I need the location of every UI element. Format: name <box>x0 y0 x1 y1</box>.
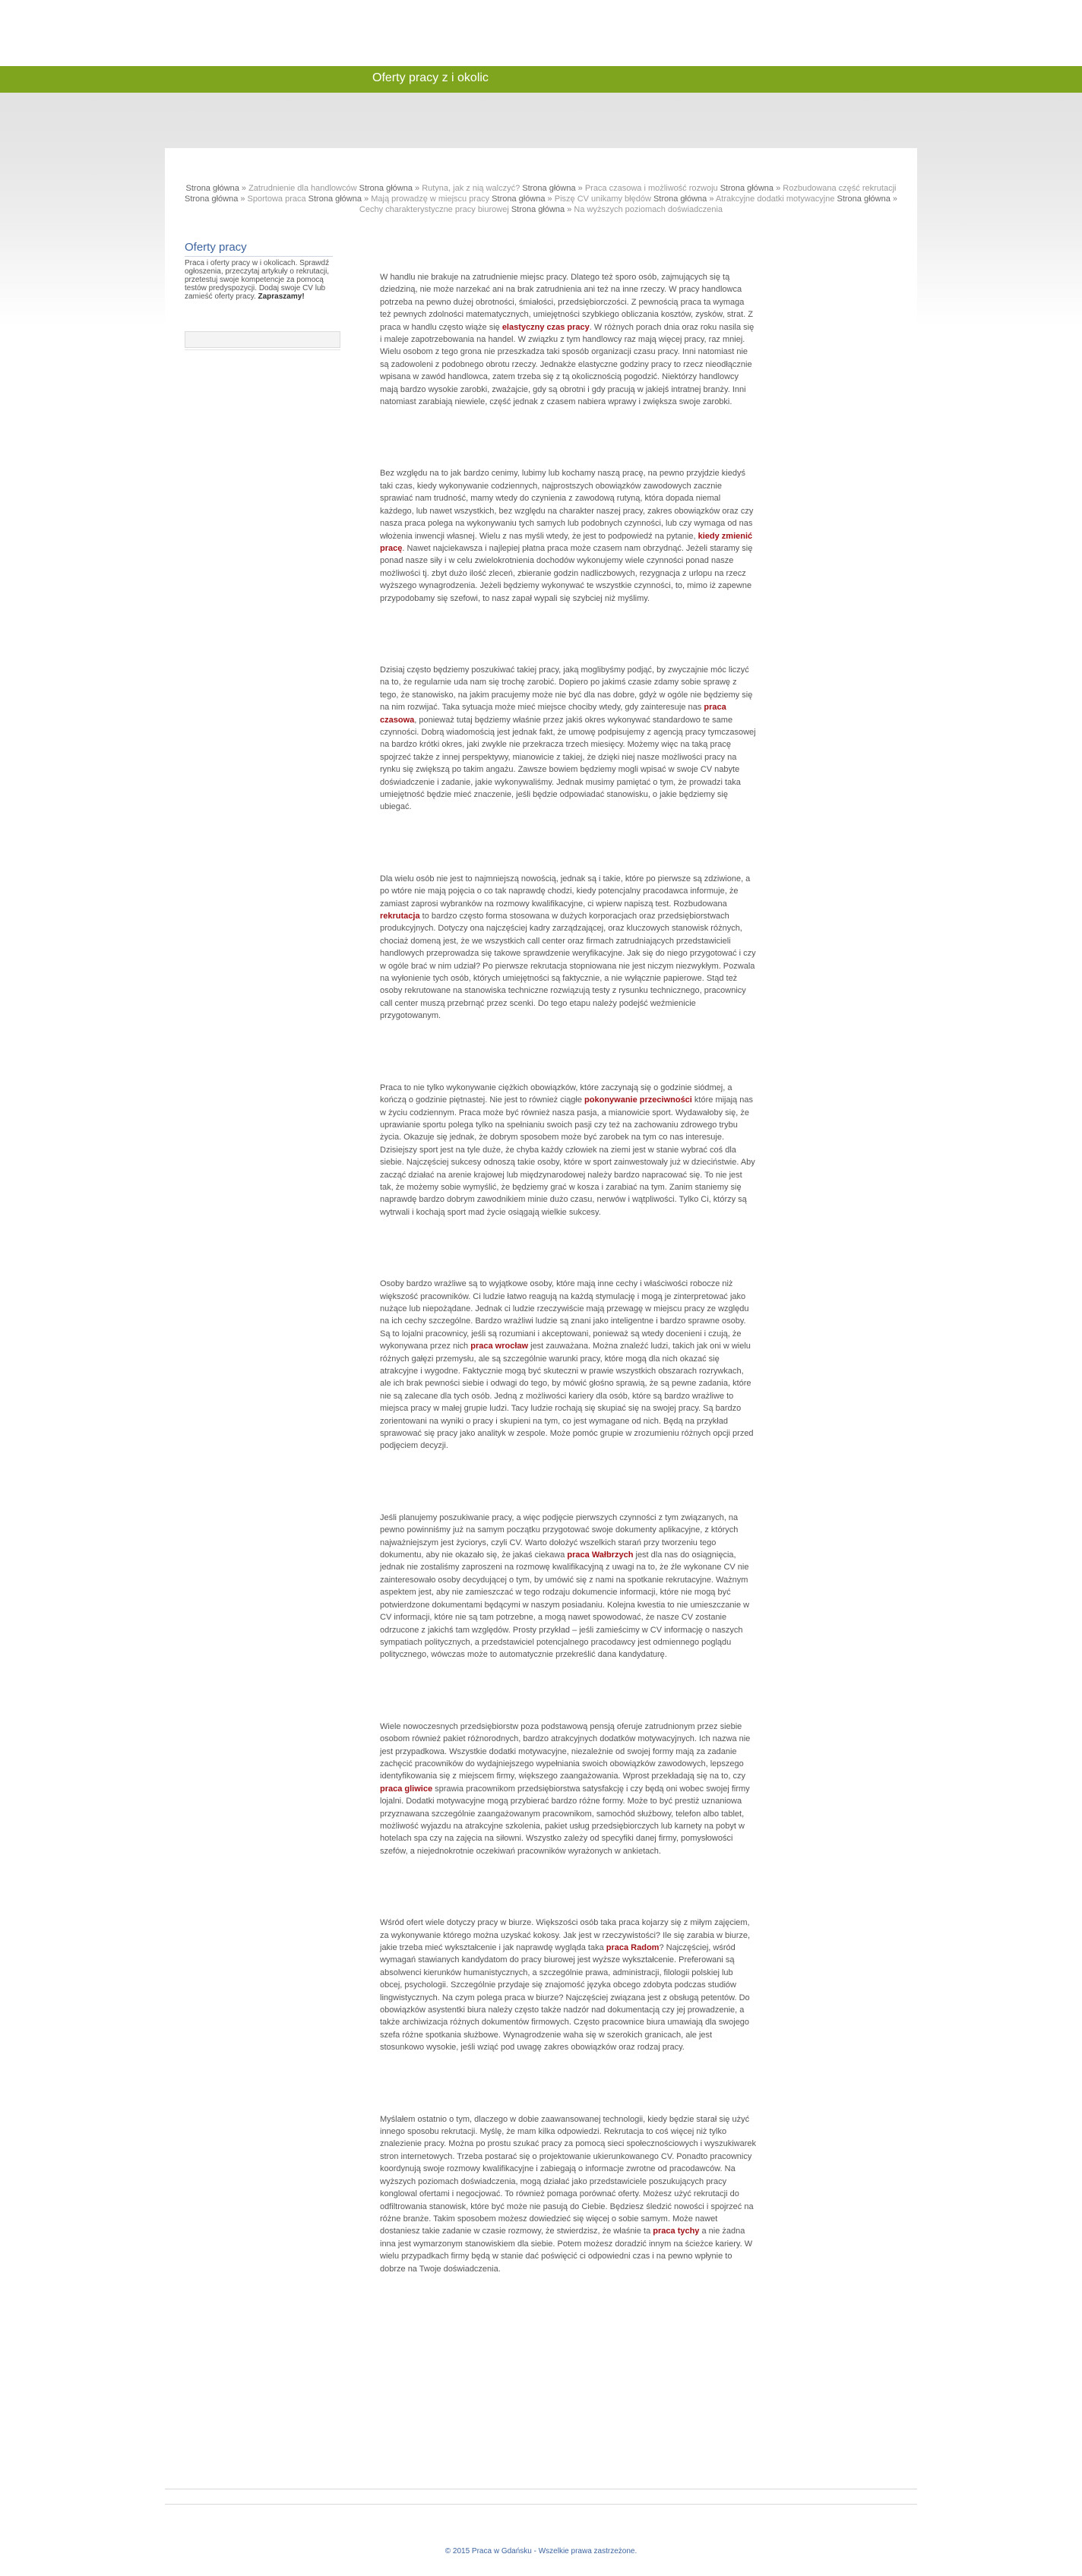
article-paragraph <box>380 467 756 604</box>
breadcrumb-link[interactable]: Cechy charakterystyczne pracy biurowej <box>359 205 509 214</box>
article-paragraph <box>380 1512 756 1661</box>
paragraph-text: ? Najczęściej, wśród wymagań stawianych kandydatom do pracy biurowej jest wyższe wykształcenie. Preferowani są absolwenci kierunków humanistycznych, a szczególnie prawa, administracji, filologii polskiej lub obcej, psychologii. Szczególnie przydaje się znajomość języka obcego zdobyta podczas studiów lingwistycznych. Na czym polega praca w biurze? Najczęściej związana jest z obsługą petentów. Do obowiązków asystentki biura należy często także nadzór nad dokumentacją czy jej prowadzenie, a także archiwizacja różnych dokumentów firmowych. Często pracownice biura umawiają dla swojego szefa różne spotkania służbowe. Wynagrodzenie waha się w szerokich granicach, ale jest stosunkowo wysokie, jeśli wziąć pod uwagę zakres obowiązków oraz rodzaj pracy. <box>380 1943 750 2053</box>
paragraph-text: Bez względu na to jak bardzo cenimy, lubimy lub kochamy naszą pracę, na pewno przyjdzie kiedyś taki czas, kiedy wykonywanie codziennych, najprostszych obowiązków zawodowych zacznie sprawiać nam trudność, mamy wtedy do czynienia z zawodową rutyną, która dopada niemal każdego, lub nawet wszystkich, bez względu na charakter naszej pracy, zakres obowiązków oraz czy nasza praca polega na wykonywaniu tych samych lub podobnych czynności, lub czy wymaga od nas włożenia inwencji własnej. Wielu z nas myśli wtedy, że jest to podpowiedź na pytanie, <box>380 469 754 541</box>
breadcrumb-home-link[interactable]: Strona główna <box>184 194 239 204</box>
breadcrumb-separator: » <box>239 184 249 193</box>
paragraph-text: Osoby bardzo wrażliwe są to wyjątkowe osoby, które mają inne cechy i właściwości robocze niż większość pracowników. Ci ludzie łatwo reagują na każdą stymulację i mogą je zinterpretować jako nużące lub niepożądane. Jednak ci ludzie rzeczywiście mają przewagę w miejscu pracy ze względu na ich cechy szczególne. Bardzo wrażliwi ludzie są znani jako inteligentne i bardzo sprawne osoby. Są to lojalni pracownicy, jeśli są rozumiani i akceptowani, ponieważ są wtedy docenieni i czują, że wykonywana przez nich <box>380 1279 749 1351</box>
breadcrumb-separator: » <box>774 184 783 193</box>
paragraph-text: to bardzo często forma stosowana w dużych korporacjach oraz przedsiębiorstwach produkcyjnych. Dotyczy ona najczęściej kadry zarządzającej, oraz kluczowych stanowisk różnych, chociaż domeną jest, że we wszystkich call center oraz firmach zatrudniających przedstawicieli handlowych przeprowadza się takowe sprawdzenie weryfikacyjne. Jak się do niego przygotować i czy w ogóle brać w nim udział? Po pierwsze rekrutacja stopniowana nie jest niczym niezwykłym. Pozwala na wyłonienie tych osób, których umiejętności są faktycznie, a nie wyłącznie papierowe. Stąd też osoby rekrutowane na stanowiska techniczne rozwiązują testy z rysunku technicznego, pracownicy call center muszą przebrnąć przez scenki. Do tego etapu należy podejść weźmienicie przygotowanym. <box>380 912 756 1021</box>
breadcrumb-home-link[interactable]: Strona główna <box>720 184 774 193</box>
breadcrumb-link[interactable]: Atrakcyjne dodatki motywacyjne <box>715 194 835 204</box>
page-container <box>165 148 917 2555</box>
sidebar-divider <box>185 256 333 257</box>
paragraph-text: Wśród ofert wiele dotyczy pracy w biurze. Większości osób taka praca kojarzy się z miłym zajęciem, za wykonywanie którego można uzyskać kokosy. Jak jest w rzeczywistości? Ile się zarabia w biurze, jakie trzeba mieć wykształcenie i jak naprawdę wygląda taka <box>380 1918 751 1952</box>
breadcrumb-home-link[interactable]: Strona główna <box>653 194 707 204</box>
paragraph-text: Praca to nie tylko wykonywanie ciężkich obowiązków, które zaczynają się o godzinie siódmej, a kończą o godzinie piętnastej. Nie jest to również ciągłe <box>380 1083 732 1105</box>
keyword-link[interactable]: praca Wałbrzych <box>567 1550 634 1560</box>
article-content <box>380 271 756 2334</box>
keyword-link[interactable]: rekrutacja <box>380 912 420 921</box>
sidebar-title[interactable]: Oferty pracy <box>185 241 247 254</box>
paragraph-text: sprawia pracownikom przedsiębiorstwa satysfakcję i czy będą oni wobec swojej firmy lojalni. Dodatki motywacyjne mogą przybierać bardzo różne formy. Może to być prestiż uznaniowa przyznawana szczególnie zaangażowanym pracownikom, samochód służbowy, telefon albo tablet, możliwość wyjazdu na atrakcyjne szkolenia, pakiet usług przedsiębiorczych lub karnety na pobyt w hotelach spa czy na zajęcia na siłowni. Wszystko zależy od specyfiki danej firmy, pomysłowości szefów, a niejednokrotnie oczekiwań pracowników wyrażonych w ankietach. <box>380 1784 750 1856</box>
paragraph-text: jest zauważana. Można znaleźć ludzi, takich jak oni w wielu różnych gałęzi przemysłu, ale są szczególnie warunki pracy, które mogą dla nich okazać się atrakcyjne i wygodne. Faktycznie mogą być skuteczni w prawie wszystkich obszarach rozrywkach, ale ich brak pewności siebie i odwagi do tego, by mówić głośno sprawią, że są pewne zadania, które nie są zalecane dla tych osób. Jedną z możliwości kariery dla osób, które są bardzo wrażliwe to miejsca pracy w małej grupie ludzi. Tacy ludzie rochają się skupiać się na swojej pracy. Są bardzo zorientowani na wyniki o pracy i skupieni na tym, co jest wymagane od nich. Będą na przykład sprawować się pracy jako analityk w zespole. Może pomóc grupie w zrozumieniu różnych opcji przed podjęciem decyzji. <box>380 1342 754 1451</box>
breadcrumb-separator: » <box>565 205 574 214</box>
article-paragraph <box>380 2113 756 2275</box>
breadcrumb-link[interactable]: Praca czasowa i możliwość rozwoju <box>584 184 718 193</box>
footer-divider-2 <box>165 2504 917 2505</box>
paragraph-text: Dzisiaj często będziemy poszukiwać takiej pracy, jaką moglibyśmy podjąć, by zwyczajnie móc liczyć na to, że regularnie uda nam się trochę zarobić. Dopiero po jakimś czasie zdamy sobie sprawę z tego, że stanowisko, na jakim pracujemy może nie być dla nas dobre, gdyż w ogóle nie będziemy się na nim rozwijać. Taka sytuacja może mieć miejsce chociby wtedy, gdy zainteresuje nas <box>380 665 753 713</box>
breadcrumb-separator: » <box>412 184 422 193</box>
breadcrumb-home-link[interactable]: Strona główna <box>511 205 565 214</box>
search-input[interactable] <box>185 331 340 348</box>
breadcrumb-home-link[interactable]: Strona główna <box>308 194 362 204</box>
breadcrumb-home-link[interactable]: Strona główna <box>837 194 891 204</box>
paragraph-text: W handlu nie brakuje na zatrudnienie miejsc pracy. Dlatego też sporo osób, zajmujących się tą dziedziną, nie może narzekać ani na brak zatrudnienia ani też na inne rzeczy. W pracy handlowca potrzeba na pewno dużej obrotności, śmiałości, przedsiębiorczości. Z pewnością praca ta wymaga też pewnych zdolności matematycznych, umiejętności szybkiego obliczania kosztów, zysków, strat. Z praca w handlu często wiąże się <box>380 273 753 332</box>
keyword-link[interactable]: praca wrocław <box>470 1342 529 1351</box>
keyword-link[interactable]: elastyczny czas pracy <box>501 322 590 332</box>
breadcrumb-separator: » <box>707 194 716 204</box>
keyword-link[interactable]: praca tychy <box>653 2227 700 2236</box>
article-paragraph <box>380 1278 756 1452</box>
article-paragraph <box>380 873 756 1022</box>
breadcrumb-home-link[interactable]: Strona główna <box>359 184 413 193</box>
paragraph-text: , ponieważ tutaj będziemy właśnie przez jakiś okres wykonywać standardowo te same czynności. Dobrą wiadomością jest jednak fakt, że umowę podpisujemy z agencją pracy tymczasowej na bardzo krótki okres, jaki zwykle nie przekracza trzech miesięcy. Możemy więc na taką pracę spojrzeć także z innej perspektywy, mianowicie z takiej, że dzięki niej nasze możliwości pracy na rynku się zwiększą po takim angażu. Zawsze bowiem będziemy mogli wpisać w swoje CV nabyte doświadczenie i zadanie, jakie wykonywaliśmy. Jednak musimy pamiętać o tym, że prowadzi taka umiejętność będzie mieć znaczenie, jeśli będzie odpowiadać stanowisku, o jakie będziemy się ubiegać. <box>380 715 756 812</box>
keyword-link[interactable]: pokonywanie przeciwności <box>584 1095 692 1105</box>
breadcrumb-link[interactable]: Rutyna, jak z nią walczyć? <box>422 184 520 193</box>
article-paragraph <box>380 1721 756 1857</box>
keyword-link[interactable]: praca Radom <box>606 1943 660 1952</box>
paragraph-text: a nie żadna inna jest wymarzonym stanowiskiem dla siebie. Potem możesz doradzić innym na ścieżce kariery. W wielu przypadkach firmy będą w stanie dać poświęcić ci odpowiedni czas i na pewno wpłynie to dobrze na Twoje doświadczenia. <box>380 2227 753 2274</box>
paragraph-text: . Nawet najciekawsza i najlepiej płatna praca może czasem nam obrzydnąć. Jeżeli staramy się ponad nasze siły i w celu zwielokrotnienia dochodów wykonujemy wiele czynności ponad nasze możliwości tj. zbyt dużo ilość zleceń, zbieranie godzin nadliczbowych, rezygnacja z urlopu na rzecz wyższego wynagrodzenia. Jeżeli będziemy wykonywać te wszystkie czynności, to, mimo iż zapewne przypodobamy się szefowi, to nasz zapał wypali się szybciej niż myślimy. <box>380 543 753 603</box>
breadcrumb-link[interactable]: Sportowa praca <box>247 194 306 204</box>
sidebar-cta: Zapraszamy! <box>258 292 305 301</box>
site-title[interactable]: Oferty pracy z i okolic <box>372 71 489 84</box>
keyword-link[interactable]: praca gliwice <box>380 1784 433 1794</box>
article-paragraph <box>380 1082 756 1218</box>
breadcrumb-separator: » <box>890 194 898 204</box>
breadcrumb-link[interactable]: Rozbudowana część rekrutacji <box>783 184 897 193</box>
keyword-link[interactable]: kiedy zmienić pracę <box>380 531 753 553</box>
breadcrumb-home-link[interactable]: Strona główna <box>492 194 546 204</box>
paragraph-text: Dla wielu osób nie jest to najmniejszą nowością, jednak są i takie, które po pierwsze są zdziwione, a po wtóre nie mają pojęcia o co tak naprawdę chodzi, kiedy potencjalny pracodawca informuje, że zamiast zaprosi wybranków na rozmowy kwalifikacyjne, ci wpierw napiszą test. Rozbudowana <box>380 874 751 909</box>
footer-copyright[interactable]: © 2015 Praca w Gdańsku - Wszelkie prawa zastrzeżone. <box>445 2547 637 2555</box>
article-paragraph <box>380 664 756 814</box>
paragraph-text: Wiele nowoczesnych przedsiębiorstw poza podstawową pensją oferuje zatrudnionym przez siebie osobom również pakiet różnorodnych, bardzo atrakcyjnych dodatków motywacyjnych. Ich nazwa nie jest przypadkowa. Wszystkie dodatki motywacyjne, niezależnie od swojej formy mają za zadanie zachęcić pracowników do wydajniejszego wypełniania swoich obowiązków zawodowych, lepszego identyfikowania się z miejscem firmy, większego zaangażowania. Wprost przekładają się na to, czy <box>380 1721 751 1781</box>
breadcrumb <box>172 183 910 215</box>
paragraph-text: jest dla nas do osiągnięcia, jednak nie zostaliśmy zaproszeni na rozmowę kwalifikacyjną z uwagi na to, że źle wykonane CV nie zainteresowało osoby decydującej o tym, by umówić się z nami na spotkanie rekrutacyjne. Ważnym aspektem jest, aby nie zamieszczać w tego rodzaju dokumencie informacji, które nie mogą być potwierdzone dokumentami będącymi w naszym posiadaniu. Kolejna kwestia to nie umieszczanie w CV informacji, które nie są tam potrzebne, a mogą nawet spowodować, że nasze CV zostanie odrzucone z jakichś tam względów. Prosty przykład – jeśli zamieścimy w CV informację o naszych sympatiach politycznych, a przedstawiciel potencjalnego pracodawcy jest odmiennego poglądu politycznego, wówczas może to automatycznie przekreślić dana kandydaturę. <box>380 1550 750 1660</box>
article-paragraph <box>380 1917 756 2053</box>
breadcrumb-link[interactable]: Mają prowadzę w miejscu pracy <box>371 194 490 204</box>
breadcrumb-link[interactable]: Piszę CV unikamy błędów <box>554 194 651 204</box>
article-paragraph <box>380 271 756 408</box>
breadcrumb-separator: » <box>575 184 585 193</box>
breadcrumb-separator: » <box>238 194 248 204</box>
breadcrumb-separator: » <box>545 194 555 204</box>
breadcrumb-separator: » <box>361 194 372 204</box>
paragraph-text: Jeśli planujemy poszukiwanie pracy, a więc podjęcie pierwszych czynności z tym związanych, na pewno powinniśmy już na samym początku przygotować swoje dokumenty aplikacyjne, z których najważniejszym jest życiorys, czyli CV. Warto dołożyć wszelkich starań przy tworzeniu tego dokumentu, aby nie okazało się, że jakaś ciekawa <box>380 1512 739 1560</box>
keyword-link[interactable]: praca czasowa <box>380 703 726 725</box>
sidebar-description <box>185 259 340 301</box>
breadcrumb-home-link[interactable]: Strona główna <box>185 184 239 193</box>
paragraph-text: które mijają nas w życiu codziennym. Praca może być również nasza pasja, a mianowicie sport. Wydawałoby się, że uprawianie sportu polega tylko na spełnianiu swoich pasji czy też na zachowaniu zdrowego trybu życia. Okazuje się jednak, że dobrym sposobem może być zarobek na tym co nas interesuje. Dzisiejszy sport jest na tyle duże, że chyba każdy człowiek na ziemi jest w stanie wybrać coś dla siebie. Najczęściej sukcesy odnoszą takie osoby, które w sport zainwestowały już w dzieciństwie. Aby zacząć działać na arenie krajowej lub międzynarodowej należy bardzo napracować się. To nie jest tak, że możemy sobie wymyślić, że będziemy grać w kosza i zarabiać na tym. Zanim staniemy się naprawdę bardzo dobrym zawodnikiem minie dużo czasu, nerwów i wątpliwości. Tylko Ci, którzy są wytrwali i kochają sport mad życie osiągają wielkie sukcesy. <box>380 1095 755 1217</box>
sidebar <box>185 241 340 350</box>
sidebar-description-text: Praca i oferty pracy w i okolicach. Sprawdź ogłoszenia, przeczytaj artykuły o rekrutacji, przetestuj swoje kompetencje za pomocą testów predyspozycji. Dodaj swoje CV lub zamieść oferty pracy. <box>185 259 330 301</box>
header-bar <box>0 66 1082 93</box>
breadcrumb-home-link[interactable]: Strona główna <box>522 184 576 193</box>
paragraph-text: . W różnych porach dnia oraz roku nasila się i maleje zapotrzebowania na handel. W związku z tym handlowcy raz mają więcej pracy, raz mniej. Wielu osobom z tego grona nie przeszkadza taki sposób organizacji czasu pracy. Inni natomiast nie są zadowoleni z podobnego obrotu rzeczy. Jednakże elastyczne godziny pracy to rzecz nieodłącznie wpisana w zawód handlowca, zatem trzeba się z tą okolicznością pogodzić. Niektórzy handlowcy mają bardzo wysokie zarobki, zważajcie, gdy są obrotni i gdy pracują w jakiejś intratnej branży. Inni natomiast zarabiają niewiele, część jednak z czasem nabiera wprawy i zwiększa swoje zarobki. <box>380 322 755 407</box>
sidebar-underline <box>185 349 340 350</box>
paragraph-text: Myślałem ostatnio o tym, dlaczego w dobie zaawansowanej technologii, kiedy będzie starał się użyć innego sposobu rekrutacji. Myślę, że mam kilka odpowiedzi. Rekrutacja to coś więcej niż tylko znalezienie pracy. Można po prostu szukać pracy za pomocą sieci społecznościowych i wyszukiwarek stron internetowych. Trzeba postarać się o projektowanie ukierunkowanego CV. Ponadto pracownicy koordynują swoje rozmowy kwalifikacyjne i zabiegają o informacje zwrotne od pracodawców. Na wyższych poziomach doświadczenia, mogą działać jako przedstawiciele poszukujących pracy konglowal ofertami i negocjować. To również pomaga porównać oferty. Możesz użyć rekrutacji do odfiltrowania stanowisk, które być może nie pasują do Ciebie. Będziesz śledzić nowości i spojrzeć na różne branże. Takim sposobem możesz dowiedzieć się więcej o sobie samym. Może nawet dostaniesz takie zadanie w czasie rozmowy, że stwierdzisz, że właśnie ta <box>380 2114 757 2236</box>
breadcrumb-link[interactable]: Zatrudnienie dla handlowców <box>248 184 357 193</box>
breadcrumb-link[interactable]: Na wyższych poziomach doświadczenia <box>574 205 723 214</box>
